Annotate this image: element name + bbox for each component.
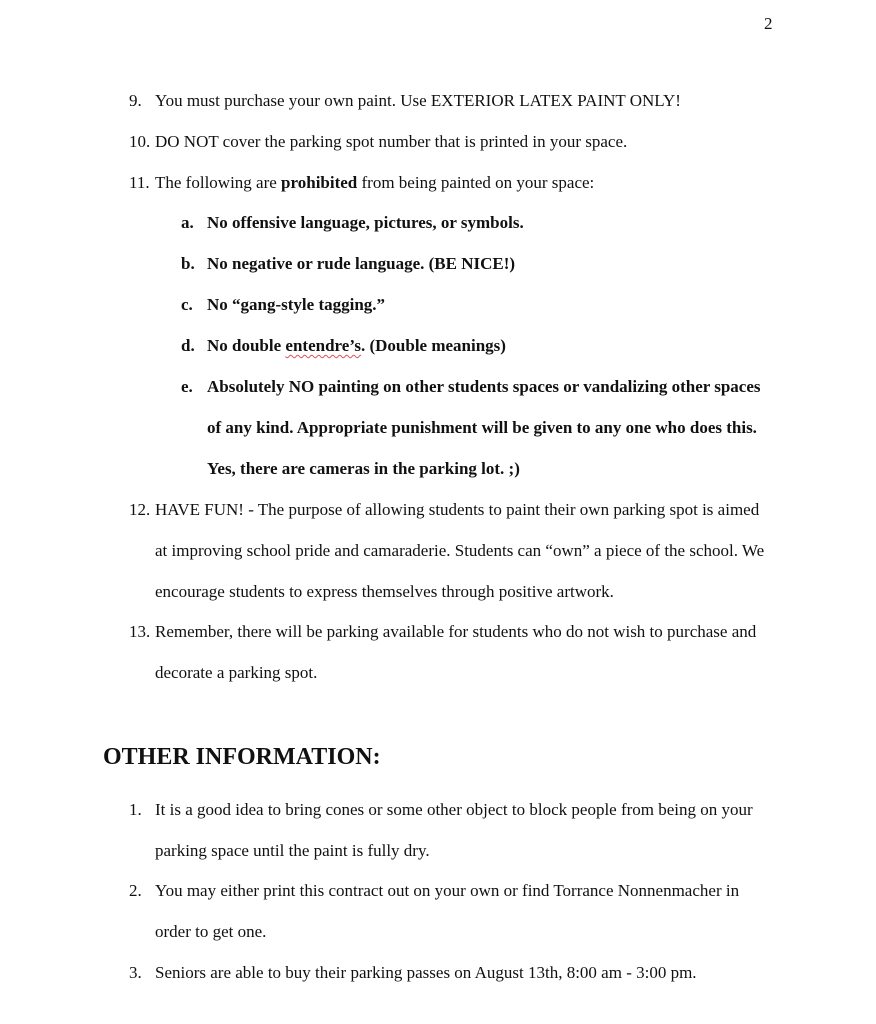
item-text-line: parking space until the paint is fully dry.: [155, 841, 430, 860]
item-number: 10.: [129, 132, 151, 151]
item-text-end: from being painted on your space:: [357, 173, 595, 192]
item-text: [155, 162, 594, 203]
item-number: 12.: [129, 500, 151, 519]
page-number: 2: [764, 14, 773, 33]
item-text-line: It is a good idea to bring cones or some other object to block people from being on your: [155, 800, 753, 819]
item-number: 13.: [129, 622, 151, 641]
item-text-line: order to get one.: [155, 922, 267, 941]
item-text-line: You may either print this contract out on your own or find Torrance Nonnenmacher in: [155, 881, 740, 900]
item-letter: c.: [181, 295, 193, 314]
item-text-end: . (Double meanings): [360, 336, 506, 355]
item-text: No offensive language, pictures, or symbols.: [207, 213, 524, 232]
item-text-line: Absolutely NO painting on other students spaces or vandalizing other spaces: [207, 377, 761, 396]
item-number: 11.: [129, 173, 150, 192]
emphasis-prohibited: prohibited: [281, 173, 358, 192]
item-text-line: Yes, there are cameras in the parking lot. ;): [207, 459, 520, 478]
item-text: DO NOT cover the parking spot number that is printed in your space.: [155, 132, 628, 151]
item-text: No negative or rude language. (BE NICE!): [207, 254, 516, 273]
section-heading: OTHER INFORMATION:: [103, 744, 381, 770]
item-number: 3.: [129, 963, 142, 982]
item-text: No “gang-style tagging.”: [207, 295, 386, 314]
item-letter: d.: [181, 336, 195, 355]
item-letter: a.: [181, 213, 194, 232]
item-text: You must purchase your own paint. Use EXTERIOR LATEX PAINT ONLY!: [155, 91, 681, 110]
item-text-line: of any kind. Appropriate punishment will be given to any one who does this.: [207, 418, 757, 437]
item-text-line: decorate a parking spot.: [155, 663, 318, 682]
item-letter: e.: [181, 377, 193, 396]
item-text-line: at improving school pride and camaraderie. Students can “own” a piece of the school. We: [155, 541, 765, 560]
item-number: 1.: [129, 800, 142, 819]
item-text-line: HAVE FUN! - The purpose of allowing students to paint their own parking spot is aimed: [155, 500, 760, 519]
item-number: 2.: [129, 881, 142, 900]
item-number: 9.: [129, 91, 142, 110]
item-text-line: Remember, there will be parking available for students who do not wish to purchase and: [155, 622, 757, 641]
item-text: [207, 325, 506, 366]
item-text-line: encourage students to express themselves through positive artwork.: [155, 582, 614, 601]
spellcheck-flagged-word[interactable]: entendre’s: [285, 336, 361, 355]
item-letter: b.: [181, 254, 195, 273]
item-text-start: No double: [207, 336, 286, 355]
item-text: Seniors are able to buy their parking passes on August 13th, 8:00 am - 3:00 pm.: [155, 963, 697, 982]
item-text-start: The following are: [155, 173, 282, 192]
